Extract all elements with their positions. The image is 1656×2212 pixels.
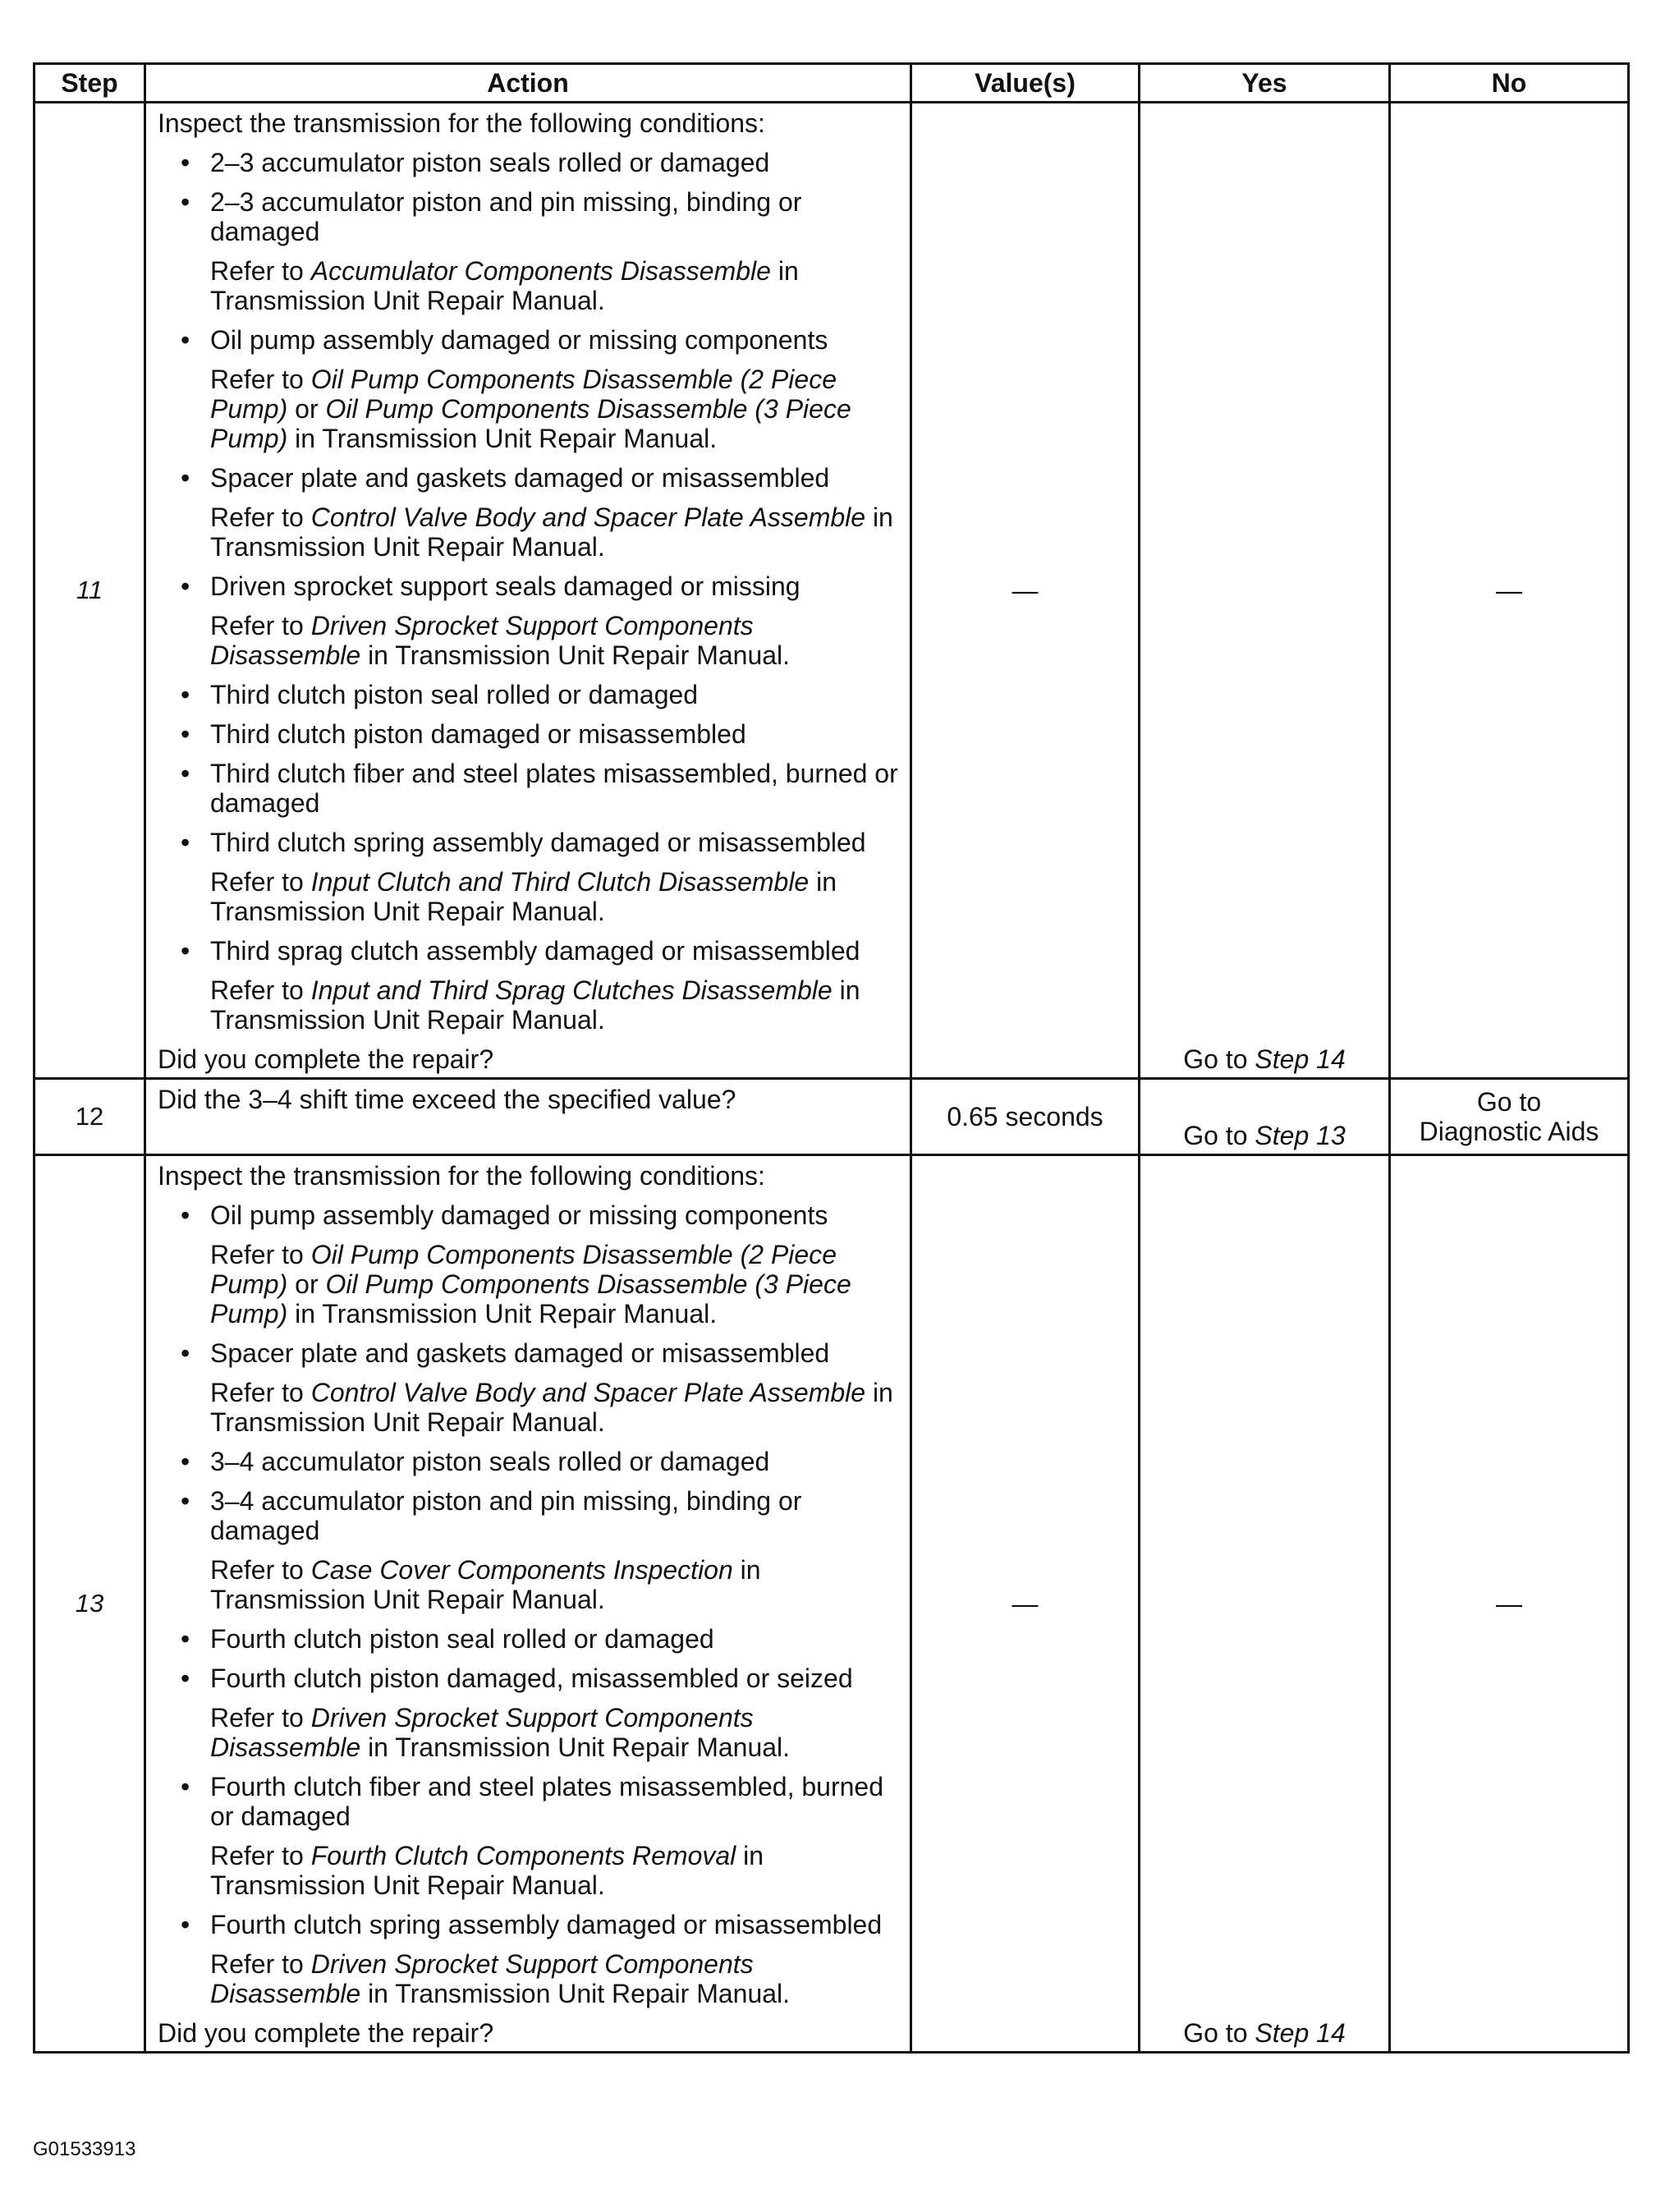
table-row <box>34 1079 1629 1155</box>
action-intro: Inspect the transmission for the following conditions: <box>158 1161 765 1191</box>
condition-text: Fourth clutch fiber and steel plates misassembled, burned or damaged <box>210 1772 883 1831</box>
header-no: No <box>1390 64 1629 103</box>
bullet-icon: • <box>181 1664 190 1693</box>
condition-text: Third clutch piston damaged or misassembled <box>210 719 746 749</box>
procedure-reference: Oil Pump Components Disassemble (2 Piece Pump) <box>210 365 837 424</box>
refer-text <box>210 867 901 926</box>
value-cell: — <box>911 1155 1140 2053</box>
list-item <box>158 1772 901 1900</box>
yes-cell <box>1140 1079 1390 1155</box>
condition-text: Third sprag clutch assembly damaged or misassembled <box>210 936 860 966</box>
no-cell: — <box>1390 103 1629 1079</box>
action-cell <box>145 1155 911 2053</box>
refer-suffix: in Transmission Unit Repair Manual. <box>287 1299 718 1329</box>
header-action: Action <box>145 64 911 103</box>
list-item <box>158 1338 901 1437</box>
action-question: Did you complete the repair? <box>158 1044 494 1074</box>
list-item <box>158 1624 901 1654</box>
table-row <box>34 1155 1629 2053</box>
procedure-reference: Control Valve Body and Spacer Plate Assemble <box>310 503 866 532</box>
condition-text: Third clutch spring assembly damaged or misassembled <box>210 828 866 857</box>
procedure-reference: Accumulator Components Disassemble <box>310 256 771 286</box>
list-item <box>158 1486 901 1614</box>
list-item <box>158 148 901 177</box>
refer-text <box>210 1555 901 1614</box>
refer-suffix: in Transmission Unit Repair Manual. <box>210 1841 764 1900</box>
condition-text: 2–3 accumulator piston seals rolled or damaged <box>210 148 770 177</box>
bullet-icon: • <box>181 1910 190 1939</box>
refer-suffix: in Transmission Unit Repair Manual. <box>210 503 893 562</box>
refer-text <box>210 1240 901 1329</box>
list-item <box>158 463 901 562</box>
bullet-icon: • <box>181 571 190 601</box>
bullet-icon: • <box>181 1624 190 1654</box>
step-number: 13 <box>34 1155 145 2053</box>
condition-text: 2–3 accumulator piston and pin missing, binding or damaged <box>210 187 802 246</box>
bullet-icon: • <box>181 325 190 355</box>
procedure-reference: Input and Third Sprag Clutches Disassemble <box>310 975 833 1005</box>
refer-prefix: Refer to <box>210 975 311 1005</box>
list-item <box>158 187 901 315</box>
condition-text: 3–4 accumulator piston seals rolled or damaged <box>210 1447 770 1476</box>
procedure-reference: Case Cover Components Inspection <box>310 1555 733 1585</box>
diagnostic-table <box>33 62 1630 2054</box>
yes-cell <box>1140 103 1390 1079</box>
header-step: Step <box>34 64 145 103</box>
refer-prefix: Refer to <box>210 611 311 640</box>
bullet-icon: • <box>181 719 190 749</box>
refer-prefix: Refer to <box>210 867 311 897</box>
list-item <box>158 325 901 453</box>
refer-prefix: Refer to <box>210 1949 311 1979</box>
step-number: 12 <box>34 1079 145 1155</box>
condition-text: Fourth clutch piston seal rolled or damaged <box>210 1624 714 1654</box>
condition-text: Third clutch piston seal rolled or damaged <box>210 680 699 709</box>
refer-conjunction: or <box>287 1269 326 1299</box>
refer-text <box>210 1378 901 1437</box>
list-item <box>158 828 901 926</box>
condition-text: Third clutch fiber and steel plates misassembled, burned or damaged <box>210 759 898 818</box>
goto-prefix: Go to <box>1183 1121 1255 1150</box>
value-cell: 0.65 seconds <box>911 1079 1140 1155</box>
condition-text: Fourth clutch spring assembly damaged or misassembled <box>210 1910 883 1939</box>
refer-suffix: in Transmission Unit Repair Manual. <box>360 1979 791 2008</box>
goto-line: Go to <box>1476 1087 1542 1117</box>
goto-target: Diagnostic Aids <box>1419 1117 1599 1146</box>
table-header-row <box>34 64 1629 103</box>
refer-prefix: Refer to <box>210 1555 311 1585</box>
procedure-reference: Driven Sprocket Support Components Disassemble <box>210 1703 754 1762</box>
condition-list <box>158 148 901 1035</box>
procedure-reference: Oil Pump Components Disassemble (3 Piece Pump) <box>210 394 851 453</box>
value-cell: — <box>911 103 1140 1079</box>
refer-prefix: Refer to <box>210 1240 311 1269</box>
refer-prefix: Refer to <box>210 1703 311 1732</box>
refer-suffix: in Transmission Unit Repair Manual. <box>210 975 860 1035</box>
figure-id: G01533913 <box>33 2138 136 2160</box>
yes-cell <box>1140 1155 1390 2053</box>
list-item <box>158 1910 901 2008</box>
list-item <box>158 1200 901 1329</box>
refer-suffix: in Transmission Unit Repair Manual. <box>210 1378 893 1437</box>
bullet-icon: • <box>181 680 190 709</box>
condition-text: Driven sprocket support seals damaged or missing <box>210 571 800 601</box>
refer-suffix: in Transmission Unit Repair Manual. <box>210 867 837 926</box>
refer-text <box>210 611 901 670</box>
action-intro: Inspect the transmission for the following conditions: <box>158 108 765 138</box>
bullet-icon: • <box>181 1447 190 1476</box>
bullet-icon: • <box>181 1486 190 1516</box>
bullet-icon: • <box>181 187 190 217</box>
bullet-icon: • <box>181 1338 190 1368</box>
refer-text <box>210 1841 901 1900</box>
procedure-reference: Control Valve Body and Spacer Plate Assemble <box>310 1378 866 1407</box>
refer-suffix: in Transmission Unit Repair Manual. <box>360 1732 791 1762</box>
refer-conjunction: or <box>287 394 326 424</box>
refer-prefix: Refer to <box>210 1841 311 1870</box>
bullet-icon: • <box>181 1772 190 1801</box>
procedure-reference: Oil Pump Components Disassemble (3 Piece Pump) <box>210 1269 851 1329</box>
refer-prefix: Refer to <box>210 256 311 286</box>
refer-prefix: Refer to <box>210 365 311 394</box>
action-question: Did the 3–4 shift time exceed the specified value? <box>158 1085 736 1114</box>
procedure-reference: Input Clutch and Third Clutch Disassemble <box>310 867 810 897</box>
condition-text: Oil pump assembly damaged or missing components <box>210 1200 828 1230</box>
bullet-icon: • <box>181 828 190 857</box>
refer-suffix: in Transmission Unit Repair Manual. <box>287 424 718 453</box>
refer-text <box>210 1703 901 1762</box>
action-cell <box>145 1079 911 1155</box>
procedure-reference: Oil Pump Components Disassemble (2 Piece Pump) <box>210 1240 837 1299</box>
goto-step-link: Step 13 <box>1255 1121 1346 1150</box>
goto-step-link: Step 14 <box>1255 2018 1346 2048</box>
bullet-icon: • <box>181 1200 190 1230</box>
refer-prefix: Refer to <box>210 503 311 532</box>
condition-list <box>158 1200 901 2008</box>
no-cell: — <box>1390 1155 1629 2053</box>
condition-text: Spacer plate and gaskets damaged or misassembled <box>210 463 830 493</box>
goto-prefix: Go to <box>1183 2018 1255 2048</box>
refer-text <box>210 975 901 1035</box>
refer-text <box>210 365 901 453</box>
refer-text <box>210 256 901 315</box>
list-item <box>158 1447 901 1476</box>
list-item <box>158 571 901 670</box>
list-item <box>158 759 901 818</box>
condition-text: Oil pump assembly damaged or missing components <box>210 325 828 355</box>
refer-suffix: in Transmission Unit Repair Manual. <box>210 256 799 315</box>
goto-step-link: Step 14 <box>1255 1044 1346 1074</box>
bullet-icon: • <box>181 936 190 966</box>
header-yes: Yes <box>1140 64 1390 103</box>
refer-suffix: in Transmission Unit Repair Manual. <box>360 640 791 670</box>
action-cell <box>145 103 911 1079</box>
table-row <box>34 103 1629 1079</box>
bullet-icon: • <box>181 759 190 788</box>
refer-text <box>210 503 901 562</box>
procedure-reference: Fourth Clutch Components Removal <box>310 1841 736 1870</box>
list-item <box>158 936 901 1035</box>
refer-text <box>210 1949 901 2008</box>
procedure-reference: Driven Sprocket Support Components Disassemble <box>210 1949 754 2008</box>
condition-text: 3–4 accumulator piston and pin missing, binding or damaged <box>210 1486 802 1545</box>
no-cell <box>1390 1079 1629 1155</box>
condition-text: Spacer plate and gaskets damaged or misassembled <box>210 1338 830 1368</box>
bullet-icon: • <box>181 148 190 177</box>
refer-suffix: in Transmission Unit Repair Manual. <box>210 1555 761 1614</box>
list-item <box>158 680 901 709</box>
action-question: Did you complete the repair? <box>158 2018 494 2048</box>
procedure-reference: Driven Sprocket Support Components Disassemble <box>210 611 754 670</box>
list-item <box>158 1664 901 1762</box>
bullet-icon: • <box>181 463 190 493</box>
refer-prefix: Refer to <box>210 1378 311 1407</box>
goto-prefix: Go to <box>1183 1044 1255 1074</box>
header-values: Value(s) <box>911 64 1140 103</box>
list-item <box>158 719 901 749</box>
condition-text: Fourth clutch piston damaged, misassembled or seized <box>210 1664 853 1693</box>
step-number: 11 <box>34 103 145 1079</box>
